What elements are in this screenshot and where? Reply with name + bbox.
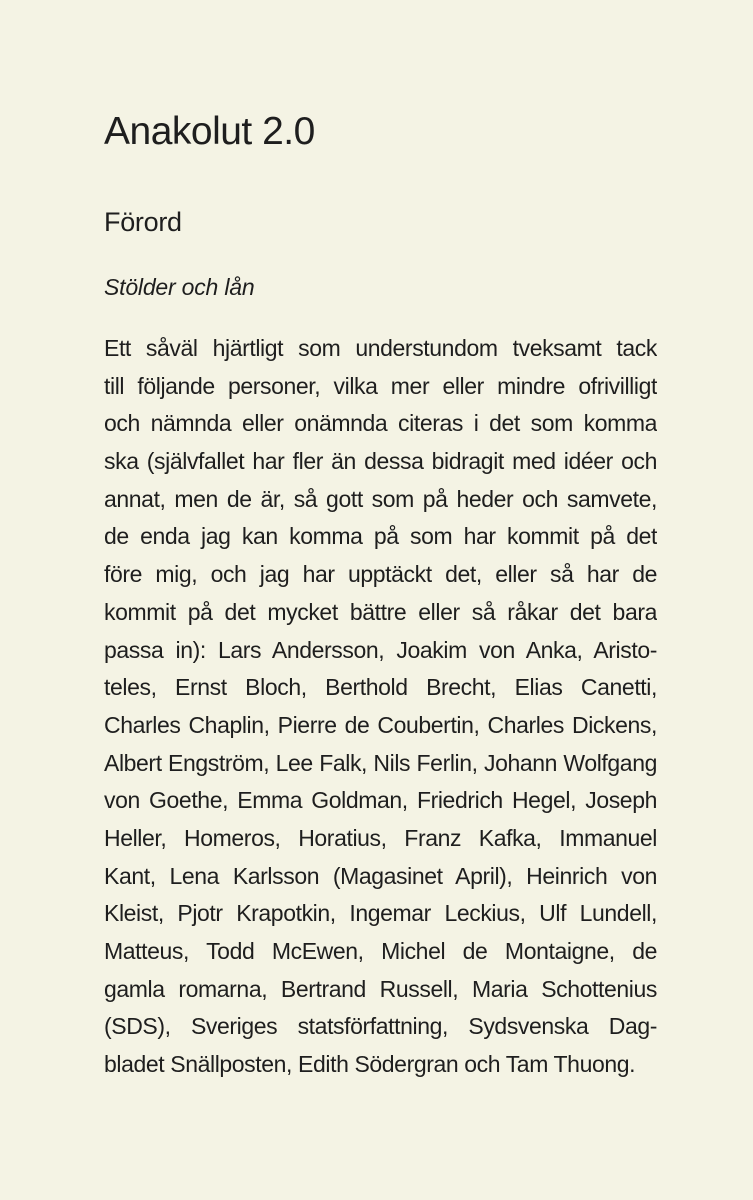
book-title: Anakolut 2.0 (104, 110, 315, 153)
paragraph-line: gamla romarna, Bertrand Russell, Maria Schottenius (104, 975, 657, 1002)
paragraph-line: teles, Ernst Bloch, Berthold Brecht, Elias Canetti, (104, 674, 657, 701)
chapter-heading: Förord (104, 207, 182, 237)
paragraph-line: bladet Snällposten, Edith Södergran och Tam Thuong. (104, 1051, 636, 1078)
paragraph-line: Ett såväl hjärtligt som understundom tveksamt tack (104, 335, 657, 361)
paragraph-line: passa in): Lars Andersson, Joakim von Anka, Aristo- (104, 636, 657, 663)
paragraph-line: kommit på det mycket bättre eller så råkar det bara (104, 598, 657, 625)
paragraph-line: Charles Chaplin, Pierre de Coubertin, Charles Dickens, (104, 711, 657, 738)
preface-paragraph (104, 330, 657, 1084)
paragraph-line: Matteus, Todd McEwen, Michel de Montaigne, de (104, 938, 657, 964)
paragraph-line: de enda jag kan komma på som har kommit på det (104, 523, 657, 550)
section-subtitle: Stölder och lån (104, 274, 255, 300)
paragraph-line: och nämnda eller onämnda citeras i det som komma (104, 410, 657, 437)
paragraph-line: till följande personer, vilka mer eller mindre ofrivilligt (104, 372, 657, 399)
paragraph-line: före mig, och jag har upptäckt det, eller så har de (104, 561, 657, 588)
paragraph-line: Kant, Lena Karlsson (Magasinet April), Heinrich von (104, 862, 657, 889)
paragraph-line: ska (självfallet har fler än dessa bidragit med idéer och (104, 448, 657, 475)
paragraph-line: annat, men de är, så gott som på heder och samvete, (104, 485, 657, 512)
paragraph-line: (SDS), Sveriges statsförfattning, Sydsvenska Dag- (104, 1013, 657, 1040)
paragraph-line: Albert Engström, Lee Falk, Nils Ferlin, Johann Wolfgang (104, 749, 657, 776)
paragraph-line: Heller, Homeros, Horatius, Franz Kafka, Immanuel (104, 824, 657, 851)
paragraph-line: Kleist, Pjotr Krapotkin, Ingemar Leckius, Ulf Lundell, (104, 900, 657, 927)
paragraph-line: von Goethe, Emma Goldman, Friedrich Hegel, Joseph (104, 787, 657, 814)
